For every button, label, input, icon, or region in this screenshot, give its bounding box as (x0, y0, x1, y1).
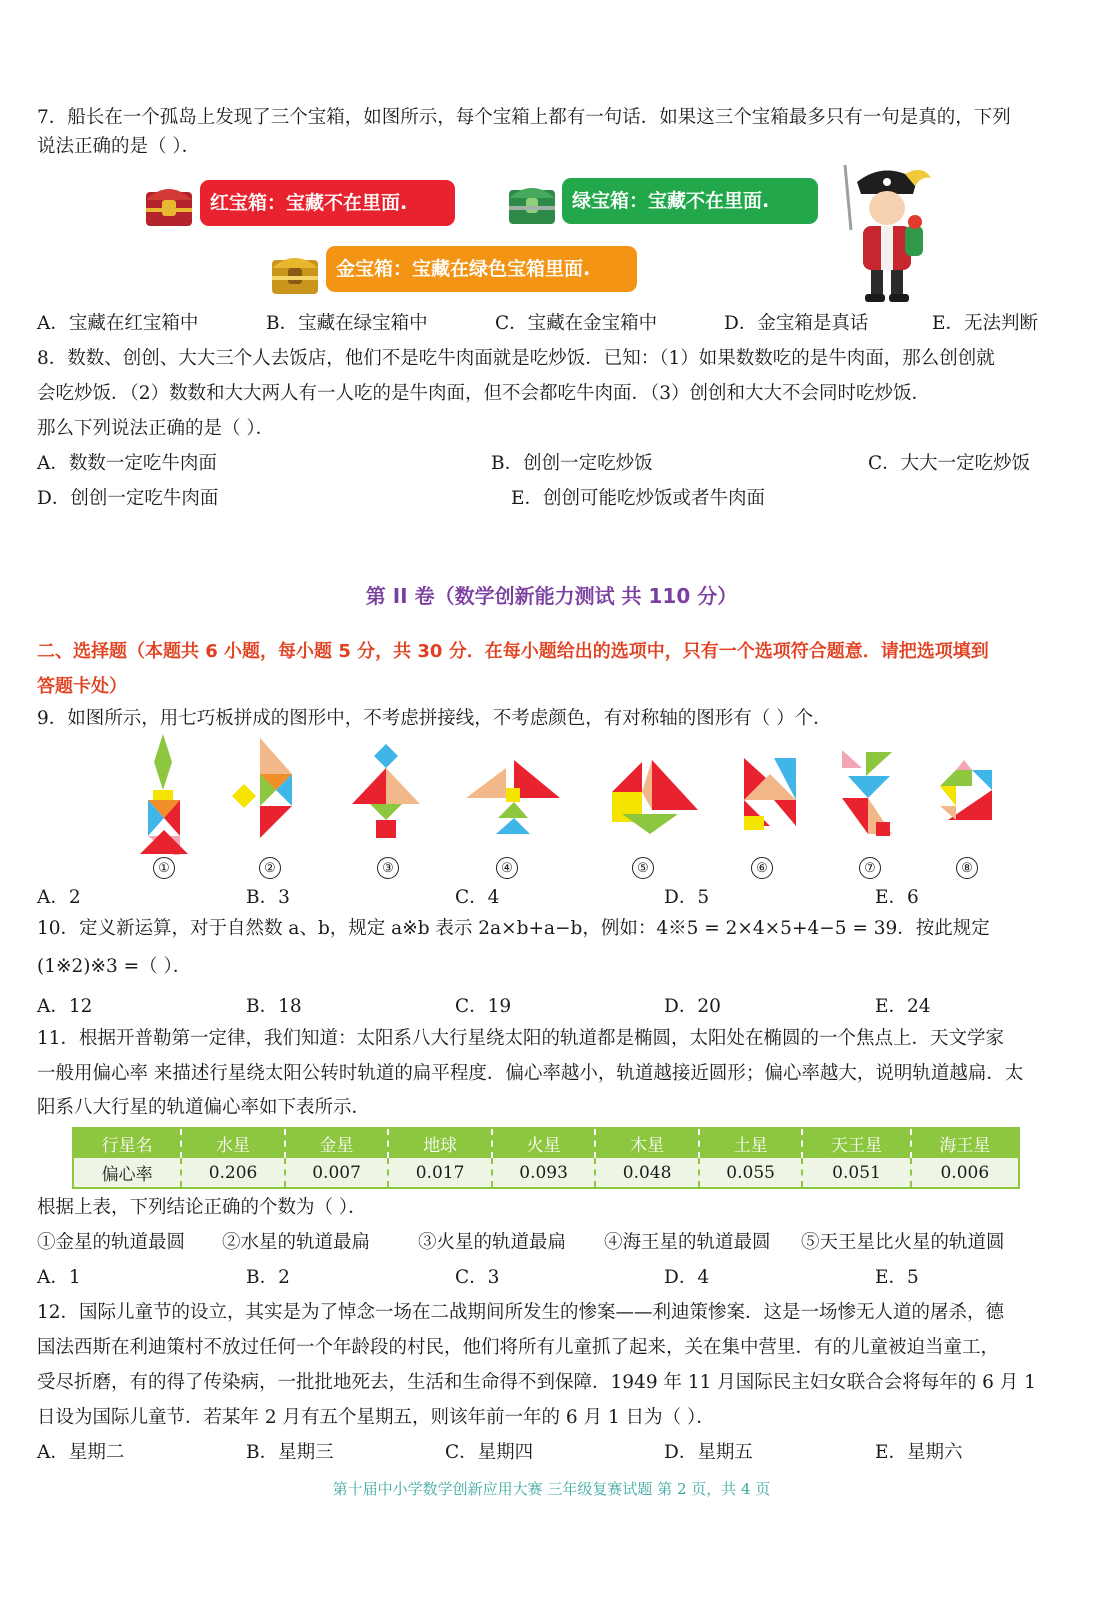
page-footer: 第十届中小学数学创新应用大赛 三年级复赛试题 第 2 页，共 4 页 (332, 1480, 771, 1498)
figure-number-7: ⑦ (859, 857, 881, 879)
table-cell: 偏心率 (73, 1158, 181, 1188)
q9-option-a[interactable]: A．2 (37, 887, 81, 908)
q7-option-a[interactable]: A．宝藏在红宝箱中 (37, 313, 199, 334)
q12-option-d[interactable]: D．星期五 (664, 1442, 753, 1463)
table-cell: 0.007 (285, 1158, 389, 1188)
q12-option-a[interactable]: A．星期二 (37, 1442, 125, 1463)
q10-option-d[interactable]: D．20 (664, 996, 721, 1017)
q9-option-b[interactable]: B．3 (246, 887, 290, 908)
q12-line-4: 日设为国际儿童节．若某年 2 月有五个星期五，则该年前一年的 6 月 1 日为（ ）． (37, 1407, 715, 1428)
q11-statement-3: ③火星的轨道最扁 (418, 1232, 567, 1253)
q12-option-b[interactable]: B．星期三 (246, 1442, 334, 1463)
q11-statement-1: ①金星的轨道最圆 (37, 1232, 186, 1253)
q9-option-c[interactable]: C．4 (455, 887, 500, 908)
q9-option-e[interactable]: E．6 (875, 887, 919, 908)
table-header-cell: 海王星 (911, 1128, 1019, 1158)
figure-number-3: ③ (377, 857, 399, 879)
table-header-cell: 金星 (285, 1128, 389, 1158)
gold-chest-icon (268, 246, 322, 300)
pirate-captain-icon (835, 160, 935, 306)
q11-line-2: 一般用偏心率 来描述行星绕太阳公转时轨道的扁平程度．偏心率越小，轨道越接近圆形；偏心率越大，说明轨道越扁．太 (37, 1063, 1024, 1084)
table-cell: 0.055 (699, 1158, 803, 1188)
red-chest-statement: 红宝箱：宝藏不在里面. (200, 180, 455, 226)
q8-line-1: 8．数数、创创、大大三个人去饭店，他们不是吃牛肉面就是吃炒饭．已知：（1）如果数数吃的是牛肉面，那么创创就 (37, 348, 995, 369)
tangram-figure-3 (352, 744, 420, 838)
red-chest-icon (142, 178, 196, 232)
green-chest-statement: 绿宝箱：宝藏不在里面. (562, 178, 818, 224)
tangram-figures (0, 730, 1103, 855)
green-chest-icon (505, 176, 559, 230)
table-header-cell: 行星名 (73, 1128, 181, 1158)
q7-option-e[interactable]: E．无法判断 (932, 313, 1039, 334)
eccentricity-table (72, 1127, 1020, 1189)
gold-chest-statement: 金宝箱：宝藏在绿色宝箱里面. (326, 246, 637, 292)
tangram-figure-7 (842, 750, 892, 836)
q11-option-d[interactable]: D．4 (664, 1267, 710, 1288)
tangram-figure-6 (744, 758, 796, 830)
q9-line-1: 9．如图所示，用七巧板拼成的图形中，不考虑拼接线，不考虑颜色，有对称轴的图形有（ ）个． (37, 708, 832, 729)
figure-number-6: ⑥ (751, 857, 773, 879)
table-cell: 0.017 (388, 1158, 492, 1188)
figure-number-1: ① (153, 857, 175, 879)
q9-option-d[interactable]: D．5 (664, 887, 710, 908)
q10-option-b[interactable]: B．18 (246, 996, 302, 1017)
table-header-cell: 火星 (492, 1128, 596, 1158)
q11-statement-5: ⑤天王星比火星的轨道圆 (801, 1232, 1005, 1253)
section-heading-line-2: 答题卡处） (37, 676, 127, 697)
q7-line-1: 7．船长在一个孤岛上发现了三个宝箱，如图所示，每个宝箱上都有一句话．如果这三个宝箱最多只有一句是真的，下列 (37, 107, 1011, 128)
q8-option-a[interactable]: A．数数一定吃牛肉面 (37, 453, 217, 474)
q12-option-c[interactable]: C．星期四 (445, 1442, 534, 1463)
table-cell: 0.051 (802, 1158, 910, 1188)
section-heading-line-1: 二、选择题（本题共 6 小题，每小题 5 分，共 30 分．在每小题给出的选项中，只有一个选项符合题意．请把选项填到 (37, 641, 989, 662)
q11-option-c[interactable]: C．3 (455, 1267, 500, 1288)
q8-option-c[interactable]: C．大大一定吃炒饭 (868, 453, 1031, 474)
q10-line-1: 10．定义新运算，对于自然数 a、b，规定 a※b 表示 2a×b+a−b，例如：4※5 = 2×4×5+4−5 = 39．按此规定 (37, 918, 990, 939)
q11-option-b[interactable]: B．2 (246, 1267, 290, 1288)
q10-option-a[interactable]: A．12 (37, 996, 93, 1017)
table-row (73, 1158, 1019, 1188)
figure-number-4: ④ (496, 857, 518, 879)
q7-line-2: 说法正确的是（ ）． (37, 136, 201, 157)
tangram-figure-8 (940, 760, 992, 820)
q11-option-a[interactable]: A．1 (37, 1267, 81, 1288)
figure-number-8: ⑧ (956, 857, 978, 879)
q11-line-4: 根据上表，下列结论正确的个数为（ ）． (37, 1197, 367, 1218)
tangram-figure-5 (612, 760, 698, 834)
table-header-cell: 天王星 (802, 1128, 910, 1158)
table-header-cell: 水星 (181, 1128, 285, 1158)
q11-statement-2: ②水星的轨道最扁 (222, 1232, 371, 1253)
q8-option-b[interactable]: B．创创一定吃炒饭 (491, 453, 653, 474)
table-header-row (73, 1128, 1019, 1158)
q11-statement-4: ④海王星的轨道最圆 (604, 1232, 771, 1253)
q11-option-e[interactable]: E．5 (875, 1267, 919, 1288)
q12-line-3: 受尽折磨，有的得了传染病，一批批地死去，生活和生命得不到保障．1949 年 11 月国际民主妇女联合会将每年的 6 月 1 (37, 1372, 1036, 1393)
table-cell: 0.206 (181, 1158, 285, 1188)
table-header-cell: 土星 (699, 1128, 803, 1158)
q10-option-c[interactable]: C．19 (455, 996, 512, 1017)
q7-option-b[interactable]: B．宝藏在绿宝箱中 (266, 313, 428, 334)
q7-option-c[interactable]: C．宝藏在金宝箱中 (495, 313, 658, 334)
table-cell: 0.093 (492, 1158, 596, 1188)
q10-line-2: (1※2)※3 =（ ）． (37, 956, 192, 977)
q12-option-e[interactable]: E．星期六 (875, 1442, 963, 1463)
q7-option-d[interactable]: D．金宝箱是真话 (724, 313, 869, 334)
figure-number-5: ⑤ (632, 857, 654, 879)
table-header-cell: 地球 (388, 1128, 492, 1158)
tangram-figure-2 (232, 738, 292, 838)
q12-line-2: 国法西斯在利迪策村不放过任何一个年龄段的村民，他们将所有儿童抓了起来，关在集中营里．有的儿童被迫当童工， (37, 1337, 1000, 1358)
table-cell: 0.048 (595, 1158, 699, 1188)
q11-line-3: 阳系八大行星的轨道偏心率如下表所示． (37, 1097, 371, 1118)
section-title: 第 II 卷（数学创新能力测试 共 110 分） (365, 584, 738, 608)
q11-line-1: 11．根据开普勒第一定律，我们知道：太阳系八大行星绕太阳的轨道都是椭圆，太阳处在椭圆的一个焦点上．天文学家 (37, 1028, 1005, 1049)
q8-option-e[interactable]: E．创创可能吃炒饭或者牛肉面 (511, 488, 766, 509)
q8-line-3: 那么下列说法正确的是（ ）． (37, 418, 275, 439)
q8-option-d[interactable]: D．创创一定吃牛肉面 (37, 488, 219, 509)
figure-number-2: ② (259, 857, 281, 879)
table-header-cell: 木星 (595, 1128, 699, 1158)
tangram-figure-1 (140, 734, 188, 855)
table-cell: 0.006 (911, 1158, 1019, 1188)
q12-line-1: 12．国际儿童节的设立，其实是为了悼念一场在二战期间所发生的惨案——利迪策惨案．这是一场惨无人道的屠杀，德 (37, 1302, 1005, 1323)
tangram-figure-4 (466, 760, 560, 834)
q8-line-2: 会吃炒饭．（2）数数和大大两人有一人吃的是牛肉面，但不会都吃牛肉面．（3）创创和大大不会同时吃炒饭． (37, 383, 931, 404)
q10-option-e[interactable]: E．24 (875, 996, 931, 1017)
